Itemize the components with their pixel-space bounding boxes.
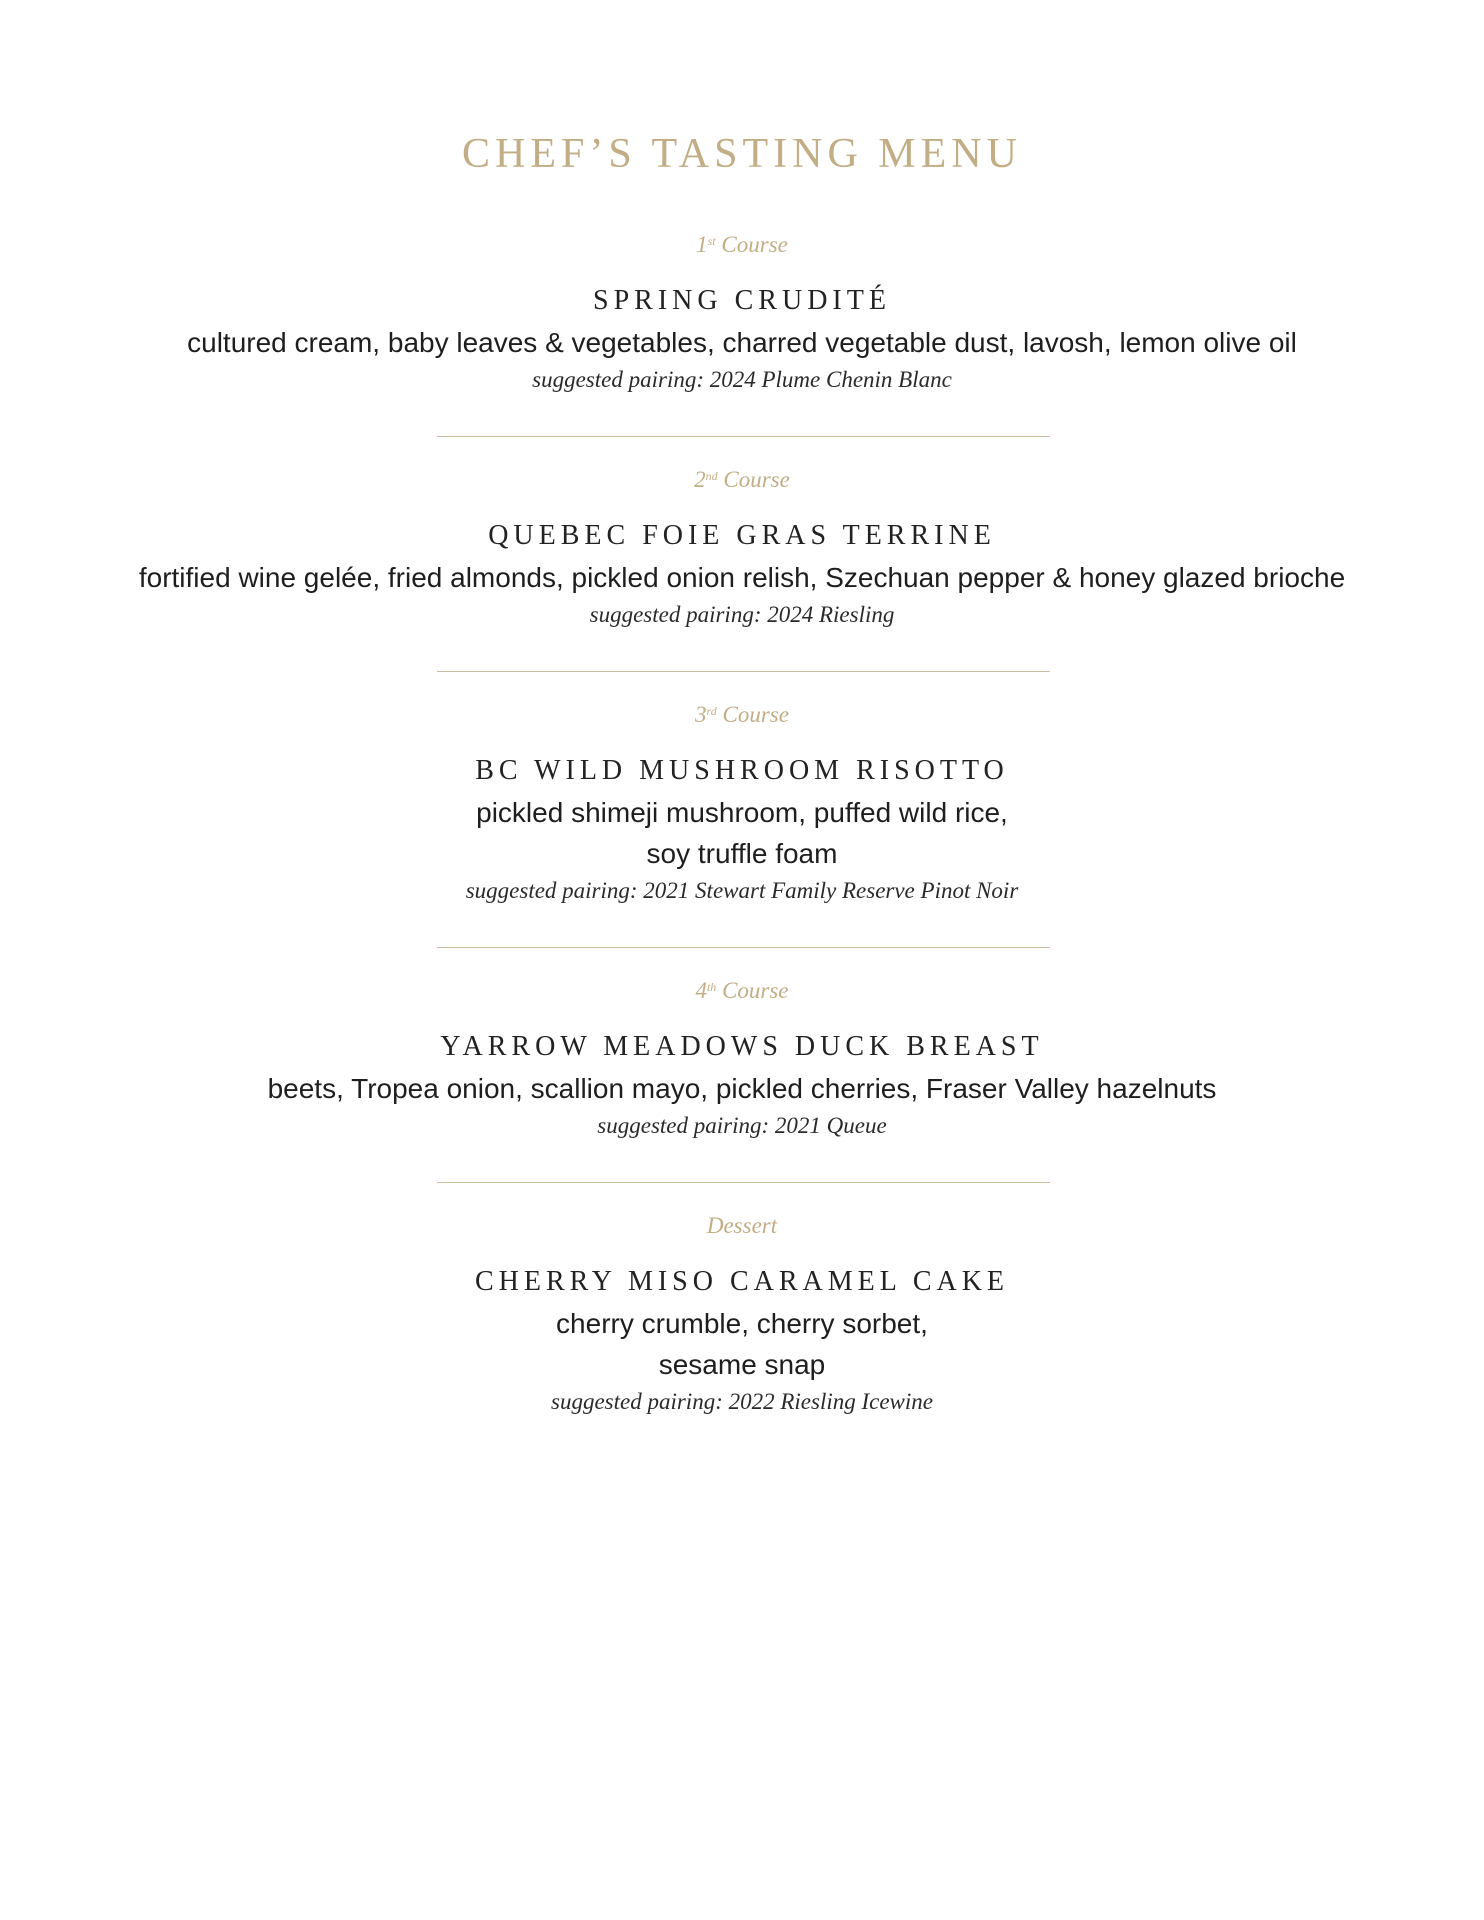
dish-name: CHERRY MISO CARAMEL CAKE bbox=[474, 1266, 1010, 1297]
wine-pairing: suggested pairing: 2024 Riesling bbox=[589, 602, 895, 627]
course-section-dessert bbox=[0, 1212, 1484, 1417]
course-section-1 bbox=[0, 231, 1484, 395]
course-divider bbox=[437, 947, 1050, 948]
dish-name: QUEBEC FOIE GRAS TERRINE bbox=[488, 520, 996, 551]
dish-description bbox=[0, 322, 1484, 363]
course-label bbox=[0, 701, 1484, 729]
dish-description bbox=[0, 1303, 1484, 1385]
course-divider bbox=[437, 436, 1050, 437]
wine-pairing: suggested pairing: 2024 Plume Chenin Blanc bbox=[532, 367, 952, 392]
course-label bbox=[0, 466, 1484, 494]
course-ordinal-suffix: nd bbox=[705, 469, 718, 483]
dish-description bbox=[0, 792, 1484, 874]
course-divider bbox=[437, 671, 1050, 672]
course-number: 3 bbox=[695, 702, 707, 727]
course-divider bbox=[437, 1182, 1050, 1183]
course-number: 4 bbox=[695, 978, 707, 1003]
dish-name: YARROW MEADOWS DUCK BREAST bbox=[440, 1031, 1044, 1062]
dish-description-line: fortified wine gelée, fried almonds, pickled onion relish, Szechuan pepper & honey glazed brioche bbox=[138, 562, 1346, 593]
course-label bbox=[0, 1212, 1484, 1240]
dish-description-line: sesame snap bbox=[658, 1349, 826, 1380]
course-label-text: Course bbox=[722, 978, 789, 1003]
dish-description-line: pickled shimeji mushroom, puffed wild rice, bbox=[476, 797, 1008, 828]
course-ordinal-suffix: th bbox=[706, 980, 717, 994]
dish-name: BC WILD MUSHROOM RISOTTO bbox=[475, 755, 1009, 786]
course-ordinal-suffix: rd bbox=[706, 704, 717, 718]
dish-description bbox=[0, 557, 1484, 598]
dish-description-line: beets, Tropea onion, scallion mayo, pickled cherries, Fraser Valley hazelnuts bbox=[267, 1073, 1217, 1104]
wine-pairing: suggested pairing: 2021 Stewart Family Reserve Pinot Noir bbox=[465, 878, 1019, 903]
dish-description-line: cherry crumble, cherry sorbet, bbox=[556, 1308, 928, 1339]
course-label-text: Dessert bbox=[706, 1213, 778, 1238]
course-label-text: Course bbox=[722, 702, 789, 727]
course-number: 2 bbox=[694, 467, 706, 492]
course-section-2 bbox=[0, 466, 1484, 630]
course-label bbox=[0, 977, 1484, 1005]
course-ordinal-suffix: st bbox=[707, 234, 716, 248]
wine-pairing: suggested pairing: 2022 Riesling Icewine bbox=[551, 1389, 933, 1414]
dish-description bbox=[0, 1068, 1484, 1109]
wine-pairing: suggested pairing: 2021 Queue bbox=[597, 1113, 887, 1138]
course-label bbox=[0, 231, 1484, 259]
course-number: 1 bbox=[696, 232, 708, 257]
dish-name: SPRING CRUDITÉ bbox=[593, 285, 891, 316]
course-section-4 bbox=[0, 977, 1484, 1141]
course-section-3 bbox=[0, 701, 1484, 906]
course-label-text: Course bbox=[723, 467, 790, 492]
dish-description-line: soy truffle foam bbox=[646, 838, 838, 869]
course-label-text: Course bbox=[721, 232, 788, 257]
dish-description-line: cultured cream, baby leaves & vegetables, charred vegetable dust, lavosh, lemon olive oil bbox=[187, 327, 1297, 358]
menu-title: CHEF’S TASTING MENU bbox=[462, 131, 1022, 177]
